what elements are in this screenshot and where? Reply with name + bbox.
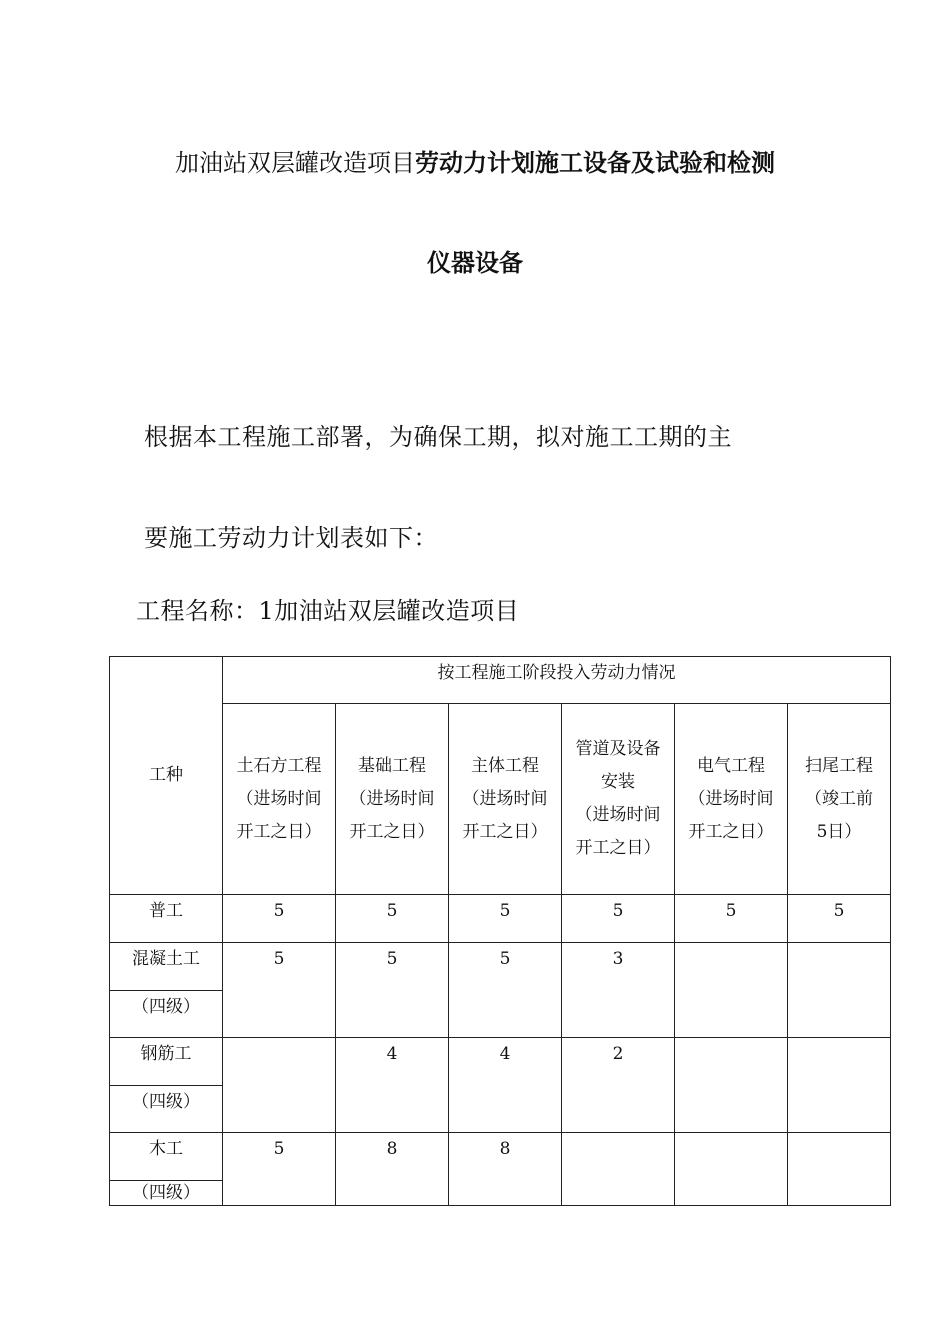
phase-header-earthwork: 土石方工程 （进场时间 开工之日） — [223, 704, 336, 895]
table-row — [110, 943, 891, 991]
intro-paragraph-line-2: 要施工劳动力计划表如下： — [144, 524, 438, 552]
phase-header-piping-equipment: 管道及设备 安装 （进场时间 开工之日） — [562, 704, 675, 895]
labor-count-cell: 5 — [449, 943, 562, 1038]
labor-count-cell: 8 — [449, 1133, 562, 1206]
worker-grade-cell: （四级） — [110, 1086, 223, 1133]
labor-count-cell — [223, 1038, 336, 1133]
document-title-line-2 — [0, 243, 950, 278]
labor-count-cell: 8 — [336, 1133, 449, 1206]
title-bold-part: 劳动力计划施工设备及试验和检测 — [415, 148, 775, 177]
phase-header-electrical: 电气工程 （进场时间 开工之日） — [675, 704, 788, 895]
labor-count-cell: 5 — [675, 895, 788, 943]
worker-type-header: 工种 — [110, 657, 223, 895]
labor-count-cell: 5 — [223, 895, 336, 943]
document-title-line-1 — [0, 143, 950, 178]
table-row — [110, 1038, 891, 1086]
labor-count-cell — [675, 1038, 788, 1133]
worker-type-cell: 钢筋工 — [110, 1038, 223, 1086]
labor-count-cell: 2 — [562, 1038, 675, 1133]
phase-header-main-structure: 主体工程 （进场时间 开工之日） — [449, 704, 562, 895]
labor-count-cell: 4 — [336, 1038, 449, 1133]
labor-count-cell: 5 — [223, 1133, 336, 1206]
labor-count-cell: 4 — [449, 1038, 562, 1133]
labor-count-cell: 5 — [336, 895, 449, 943]
labor-count-cell: 5 — [788, 895, 891, 943]
labor-plan-table — [109, 656, 891, 1206]
title-normal-part: 加油站双层罐改造项目 — [175, 149, 415, 177]
worker-type-cell: 普工 — [110, 895, 223, 943]
worker-grade-cell: （四级） — [110, 1181, 223, 1206]
labor-count-cell: 3 — [562, 943, 675, 1038]
title-bold-line-2: 仪器设备 — [427, 248, 523, 277]
project-name: 工程名称：1加油站双层罐改造项目 — [136, 597, 520, 625]
table-row — [110, 895, 891, 943]
worker-type-cell: 木工 — [110, 1133, 223, 1181]
phase-header-foundation: 基础工程 （进场时间 开工之日） — [336, 704, 449, 895]
labor-count-cell — [788, 943, 891, 1038]
labor-count-cell: 5 — [336, 943, 449, 1038]
labor-count-cell — [675, 943, 788, 1038]
worker-grade-cell: （四级） — [110, 991, 223, 1038]
labor-by-phase-header: 按工程施工阶段投入劳动力情况 — [223, 657, 891, 704]
labor-count-cell: 5 — [449, 895, 562, 943]
table-row — [110, 1133, 891, 1181]
labor-count-cell: 5 — [223, 943, 336, 1038]
labor-count-cell — [788, 1038, 891, 1133]
worker-type-cell: 混凝土工 — [110, 943, 223, 991]
labor-count-cell — [675, 1133, 788, 1206]
labor-count-cell: 5 — [562, 895, 675, 943]
labor-count-cell — [562, 1133, 675, 1206]
labor-count-cell — [788, 1133, 891, 1206]
intro-paragraph-line-1: 根据本工程施工部署，为确保工期，拟对施工工期的主 — [144, 423, 732, 451]
phase-header-finishing: 扫尾工程 （竣工前 5日） — [788, 704, 891, 895]
